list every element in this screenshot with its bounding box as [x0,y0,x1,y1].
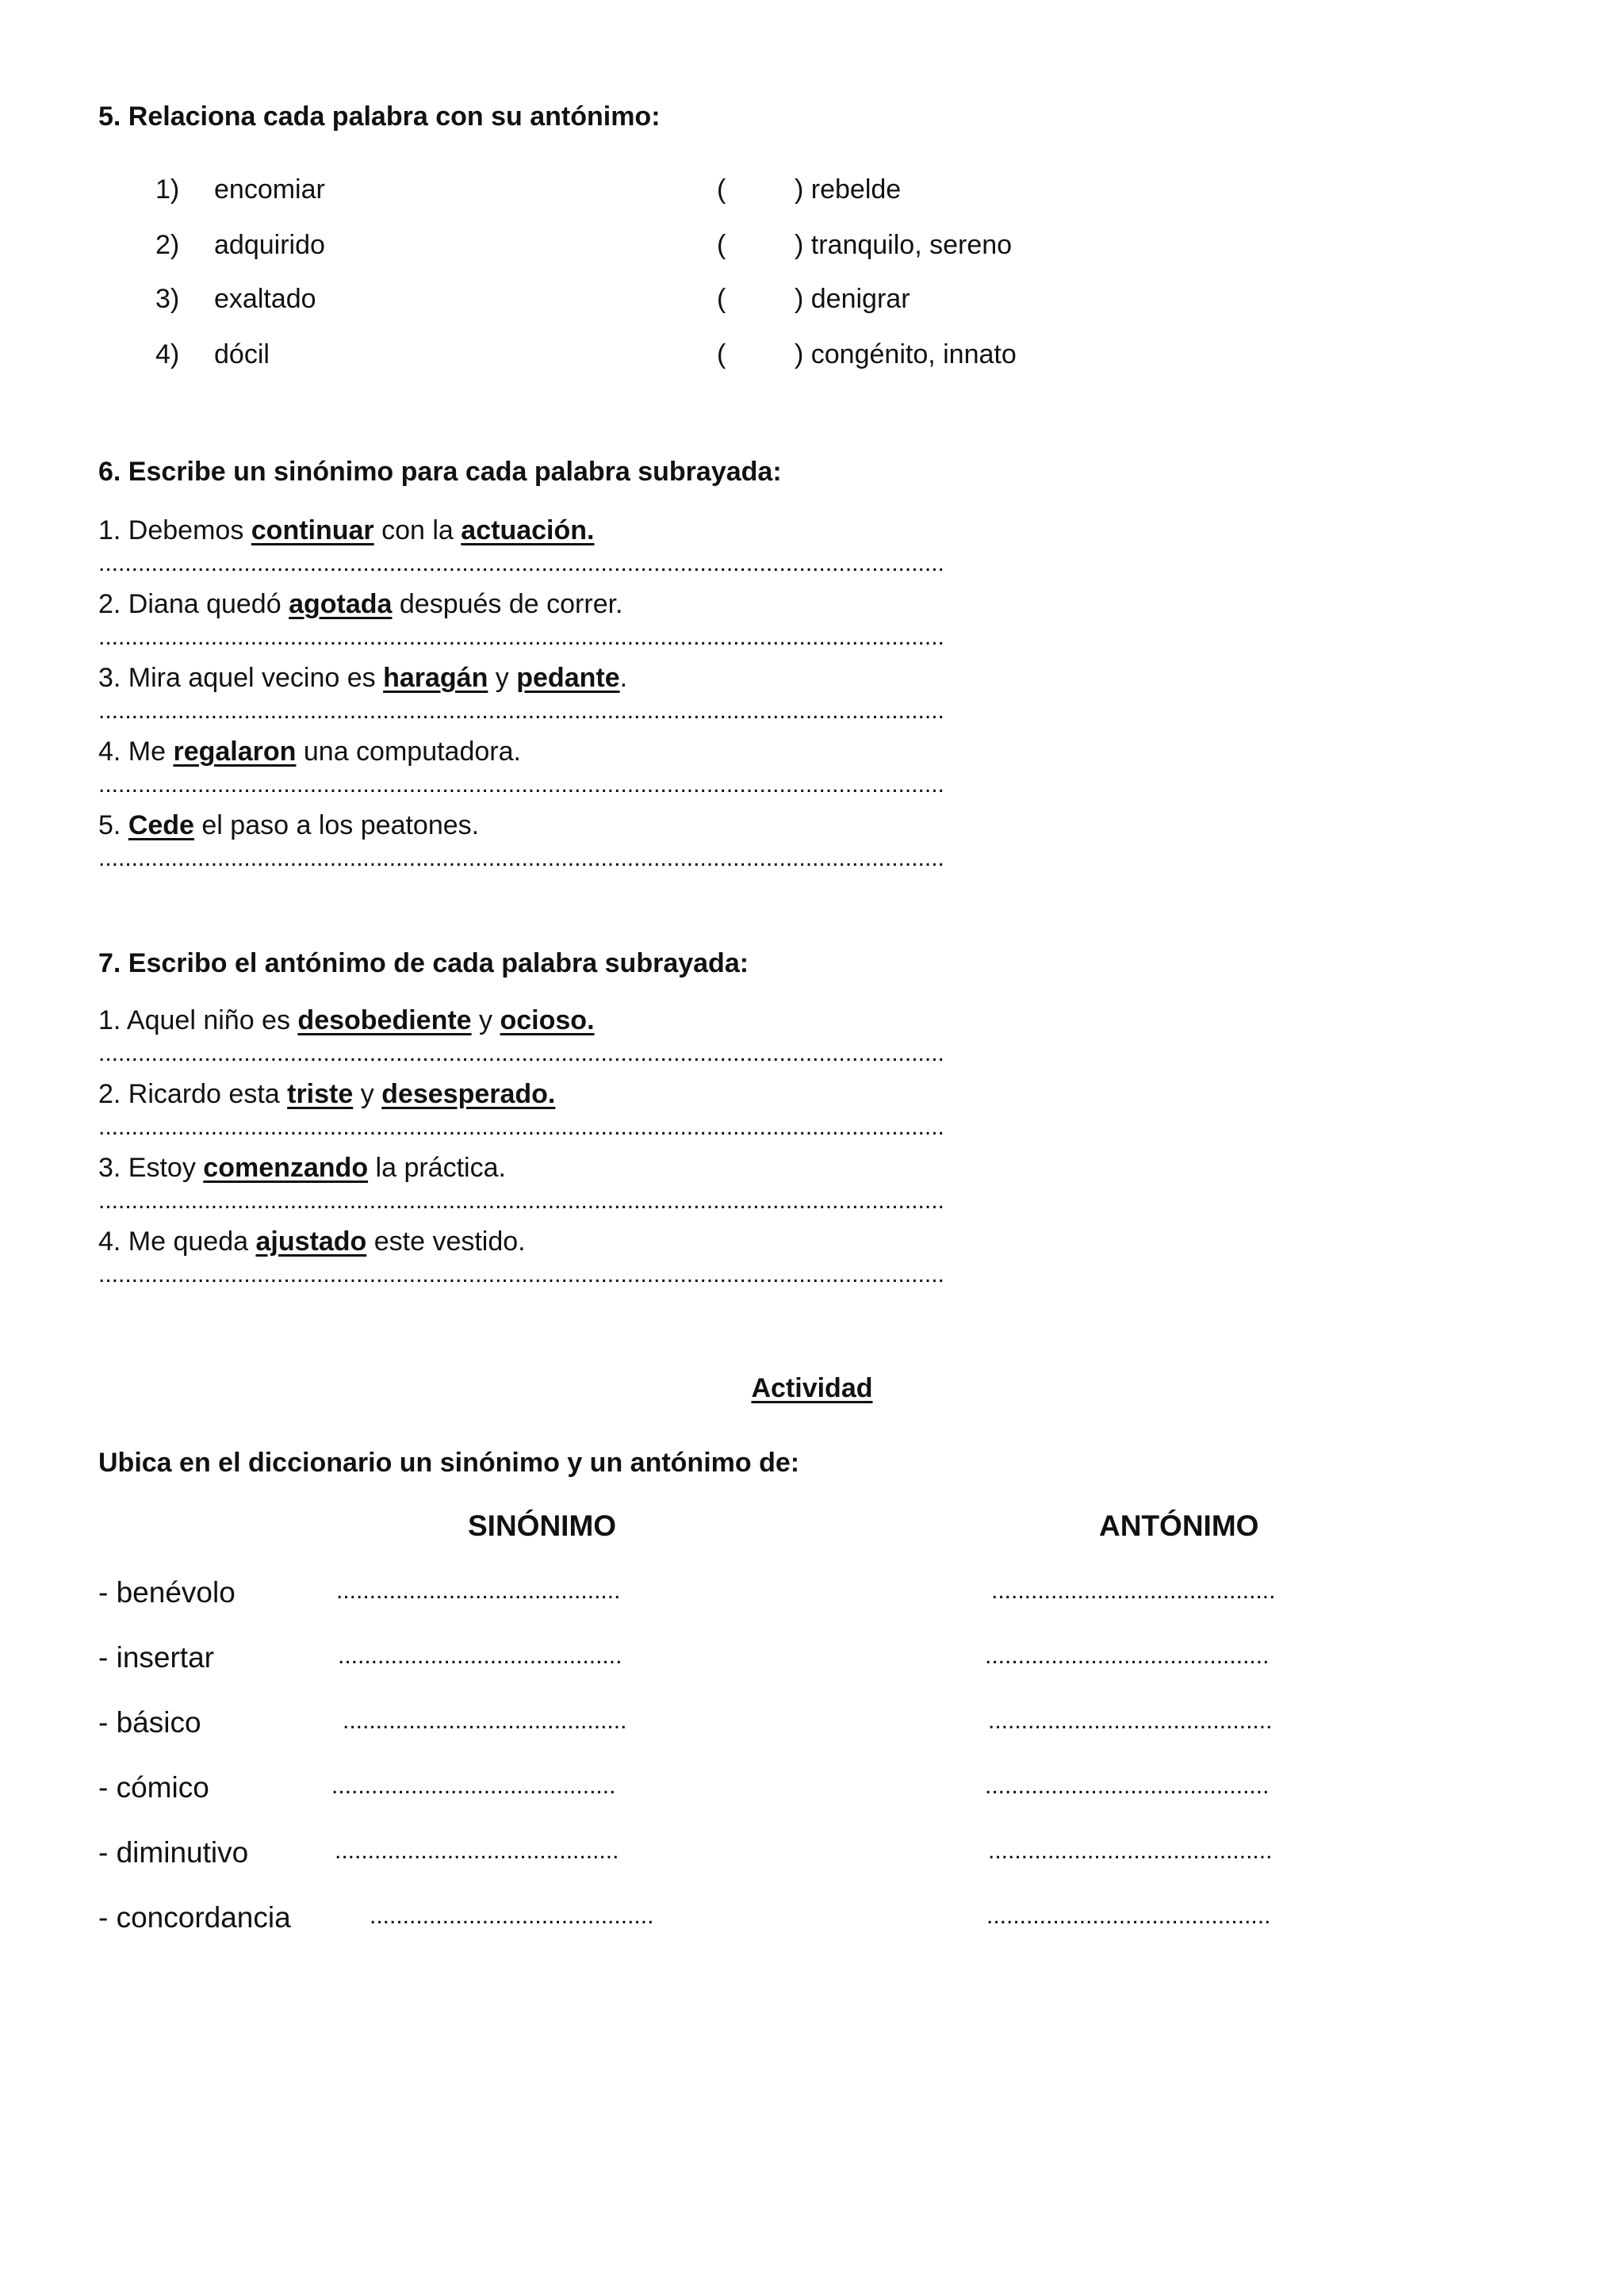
synonym-blank: ........................................... [331,1773,616,1799]
answer-bracket: ( [717,284,726,314]
sentence-text: 4. Me [98,737,174,767]
activity-instruction: Ubica en el diccionario un sinónimo y un antónimo de: [98,1448,800,1478]
answer-line: ................................................................................................................................ [98,698,944,724]
sentence-text: 1. Aquel niño es [98,1005,298,1035]
sentence-text: 4. Me queda [98,1226,256,1257]
sentence [98,1079,555,1110]
section-6-title: 6. Escribe un sinónimo para cada palabra subrayada: [98,457,782,487]
sentence-text: 2. Ricardo esta [98,1079,288,1109]
activity-word: - cómico [98,1771,209,1804]
underlined-word: continuar [251,515,374,545]
sentence-text: 5. [98,810,128,840]
item-number: 1) [155,174,180,205]
answer-line: ................................................................................................................................ [98,845,944,871]
sentence-text: el paso a los peatones. [193,810,480,840]
sentence-text: . [619,663,628,693]
sentence-text: 3. Estoy [98,1153,204,1183]
activity-word: - concordancia [98,1901,291,1934]
antonym-column-header: ANTÓNIMO [1099,1510,1259,1542]
sentence [98,1226,526,1257]
item-word: dócil [214,339,270,369]
sentence-text: 3. Mira aquel vecino es [98,663,384,693]
sentence-text: 2. Diana quedó [98,589,289,619]
antonym-blank: ........................................... [986,1903,1271,1929]
antonym-blank: ........................................... [988,1708,1273,1734]
sentence [98,663,627,694]
answer-line: ................................................................................................................................ [98,1188,944,1214]
sentence [98,589,623,620]
activity-word: - diminutivo [98,1836,249,1869]
antonym-blank: ........................................... [985,1773,1270,1799]
synonym-blank: ........................................... [336,1578,621,1604]
antonym-option: ) tranquilo, sereno [795,230,1013,260]
item-word: encomiar [214,174,325,205]
section-7-title: 7. Escribo el antónimo de cada palabra subrayada: [98,948,749,978]
underlined-word: haragán [383,663,488,693]
underlined-word: desesperado. [381,1079,556,1109]
sentence [98,515,594,546]
underlined-word: agotada [289,589,393,619]
sentence-text: y [353,1079,382,1109]
underlined-word: pedante [516,663,620,693]
antonym-option: ) denigrar [795,284,910,314]
synonym-column-header: SINÓNIMO [468,1510,617,1542]
synonym-blank: ........................................... [343,1708,627,1734]
answer-bracket: ( [717,174,726,205]
answer-line: ................................................................................................................................ [98,1040,944,1066]
activity-title: Actividad [751,1373,873,1403]
sentence [98,737,521,767]
sentence-text: una computadora. [296,737,521,767]
sentence-text: con la [373,515,462,545]
answer-bracket: ( [717,339,726,369]
antonym-option: ) rebelde [795,174,902,205]
sentence-text: y [488,663,517,693]
sentence [98,1005,595,1036]
activity-word: - básico [98,1706,201,1739]
sentence-text: este vestido. [366,1226,526,1257]
answer-line: ................................................................................................................................ [98,624,944,650]
antonym-blank: ........................................... [985,1643,1270,1669]
sentence-text: la práctica. [368,1153,506,1183]
section-5-title: 5. Relaciona cada palabra con su antónimo: [98,101,661,132]
underlined-word: ajustado [255,1226,367,1257]
underlined-word: actuación. [461,515,595,545]
underlined-word: comenzando [203,1153,369,1183]
answer-line: ................................................................................................................................ [98,550,944,576]
underlined-word: triste [287,1079,354,1109]
item-number: 2) [155,230,180,260]
underlined-word: Cede [128,810,194,840]
synonym-blank: ........................................... [370,1903,654,1929]
underlined-word: regalaron [173,737,297,767]
activity-word: - benévolo [98,1576,236,1609]
sentence-text: y [471,1005,500,1035]
sentence-text: 1. Debemos [98,515,251,545]
underlined-word: desobediente [297,1005,472,1035]
answer-line: ................................................................................................................................ [98,1114,944,1140]
underlined-word: ocioso. [500,1005,595,1035]
sentence [98,1153,506,1184]
answer-bracket: ( [717,230,726,260]
item-word: exaltado [214,284,316,314]
synonym-blank: ........................................... [338,1643,622,1669]
sentence [98,810,479,841]
antonym-blank: ........................................... [991,1578,1276,1604]
antonym-option: ) congénito, innato [795,339,1017,369]
synonym-blank: ........................................... [335,1838,619,1864]
activity-word: - insertar [98,1641,214,1674]
answer-line: ................................................................................................................................ [98,1261,944,1288]
antonym-blank: ........................................... [988,1838,1273,1864]
item-number: 3) [155,284,180,314]
item-number: 4) [155,339,180,369]
item-word: adquirido [214,230,325,260]
answer-line: ................................................................................................................................ [98,771,944,798]
sentence-text: después de correr. [392,589,623,619]
